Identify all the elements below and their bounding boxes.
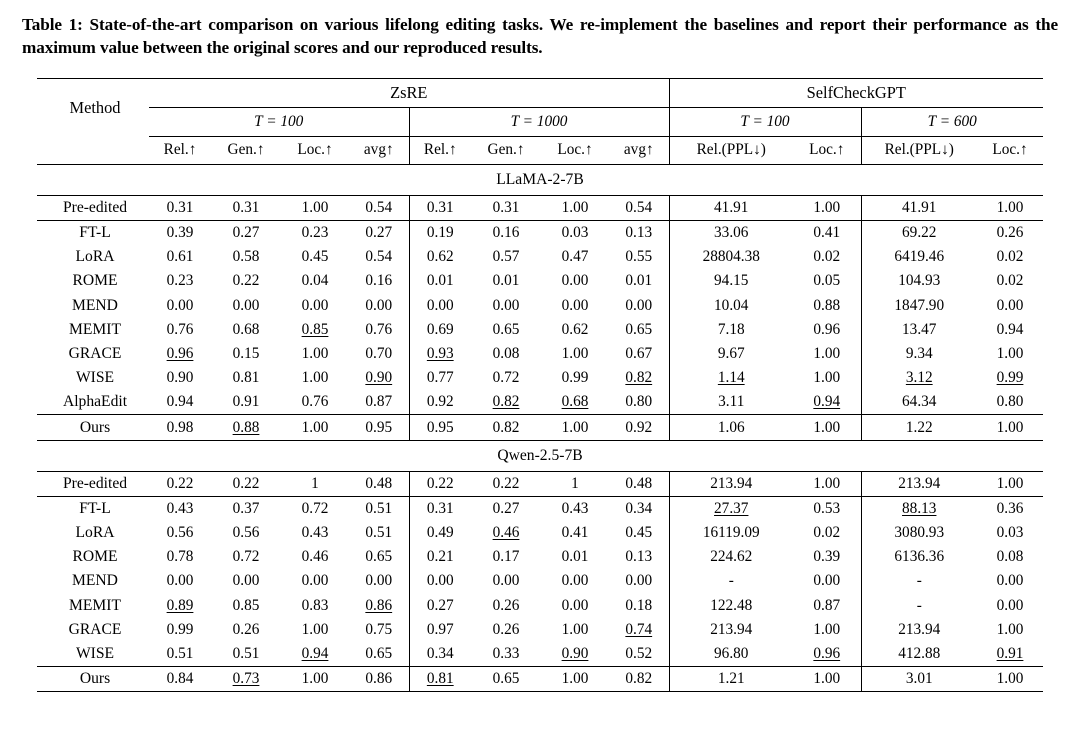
row-label-preedited-1: Pre-edited — [62, 474, 128, 492]
cell: 0.00 — [409, 569, 471, 593]
cell: 0.68 — [561, 393, 589, 411]
cell: 1.00 — [813, 670, 841, 688]
cell: 0.90 — [166, 369, 194, 387]
table-row — [37, 366, 1043, 390]
cell: 28804.38 — [669, 245, 793, 269]
cell: 41.91 — [861, 195, 977, 220]
cell: 0.48 — [625, 474, 653, 492]
cell: 0.87 — [813, 596, 841, 614]
cell: 0.23 — [301, 224, 329, 242]
cell: 0.01 — [492, 272, 520, 290]
table-row — [37, 269, 1043, 293]
cell: 3.12 — [861, 366, 977, 390]
table-row — [37, 294, 1043, 318]
cell: 0.54 — [365, 198, 393, 216]
row-label-mend-1: MEND — [72, 572, 118, 590]
col-header-method: Method — [69, 97, 121, 117]
table-row — [37, 471, 1043, 496]
cell: 0.17 — [492, 548, 520, 566]
cell: 1.00 — [813, 418, 841, 436]
cell: 0.34 — [625, 499, 653, 517]
cell: 0.31 — [409, 496, 471, 521]
metric-header-2: Loc.↑ — [297, 141, 333, 159]
group-header-zsre: ZsRE — [149, 79, 669, 108]
cell: 0.00 — [301, 572, 329, 590]
cell: 0.00 — [365, 296, 393, 314]
cell: 0.74 — [625, 620, 653, 638]
group-header-selfcheckgpt: SelfCheckGPT — [669, 79, 1043, 108]
row-label-ours-0: Ours — [79, 418, 111, 436]
metric-header-4: Rel.↑ — [409, 136, 471, 164]
cell: 6136.36 — [861, 545, 977, 569]
cell: 0.88 — [813, 296, 841, 314]
cell: 1.00 — [996, 418, 1024, 436]
cell: 0.01 — [561, 548, 589, 566]
cell: 1 — [311, 474, 319, 492]
cell: 0.95 — [409, 415, 471, 440]
cell: 0.99 — [561, 369, 589, 387]
cell: 3.11 — [669, 390, 793, 414]
row-label-memit-1: MEMIT — [69, 596, 121, 614]
cell: 1.00 — [813, 344, 841, 362]
row-label-memit-0: MEMIT — [69, 320, 121, 338]
cell: 0.00 — [232, 572, 260, 590]
cell: 0.56 — [232, 524, 260, 542]
cell: 1.00 — [301, 344, 329, 362]
metric-header-1: Gen.↑ — [227, 141, 265, 159]
cell: 0.39 — [813, 548, 841, 566]
cell: 1.00 — [996, 620, 1024, 638]
cell: 0.31 — [409, 195, 471, 220]
cell: 0.92 — [625, 418, 653, 436]
cell: 0.76 — [301, 393, 329, 411]
cell: 412.88 — [861, 642, 977, 666]
cell: 0.80 — [996, 393, 1024, 411]
cell: 0.94 — [813, 393, 841, 411]
cell: 0.31 — [166, 198, 194, 216]
cell: 0.26 — [492, 620, 520, 638]
cell: 0.13 — [625, 548, 653, 566]
cell: 0.43 — [301, 524, 329, 542]
cell: 0.00 — [625, 572, 653, 590]
cell: 1.00 — [561, 670, 589, 688]
cell: 0.22 — [232, 272, 260, 290]
cell: 0.37 — [232, 499, 260, 517]
table-row — [37, 415, 1043, 440]
cell: 0.00 — [561, 296, 589, 314]
cell: - — [669, 569, 793, 593]
cell: 0.99 — [166, 620, 194, 638]
cell: 0.48 — [365, 474, 393, 492]
cell: 0.18 — [625, 596, 653, 614]
cell: 0.43 — [561, 499, 589, 517]
cell: 0.43 — [166, 499, 194, 517]
cell: 1.14 — [669, 366, 793, 390]
cell: 0.81 — [232, 369, 260, 387]
model-name-1: Qwen-2.5-7B — [497, 446, 583, 464]
row-label-rome-1: ROME — [72, 548, 118, 566]
metric-header-8: Rel.(PPL↓) — [669, 136, 793, 164]
metric-header-5: Gen.↑ — [487, 141, 525, 159]
subgroup-scg-t100: T = 100 — [669, 107, 861, 136]
row-label-ft-l-0: FT-L — [79, 224, 111, 242]
cell: 1.00 — [561, 198, 589, 216]
cell: 0.13 — [625, 224, 653, 242]
cell: 0.96 — [813, 320, 841, 338]
cell: 0.92 — [409, 390, 471, 414]
cell: 0.86 — [365, 596, 393, 614]
metric-header-11: Loc.↑ — [992, 141, 1028, 159]
cell: 0.03 — [996, 524, 1024, 542]
cell: - — [861, 569, 977, 593]
cell: 1.21 — [669, 667, 793, 692]
cell: 0.00 — [561, 596, 589, 614]
cell: 9.34 — [861, 342, 977, 366]
cell: 0.77 — [409, 366, 471, 390]
cell: 0.99 — [996, 369, 1024, 387]
cell: 0.27 — [492, 499, 520, 517]
results-table — [37, 78, 1043, 693]
cell: 0.02 — [813, 524, 841, 542]
cell: 0.02 — [996, 272, 1024, 290]
cell: 0.51 — [232, 645, 260, 663]
cell: 0.82 — [625, 670, 653, 688]
cell: 1.00 — [996, 344, 1024, 362]
cell: 0.00 — [561, 572, 589, 590]
table-row — [37, 569, 1043, 593]
cell: 0.01 — [625, 272, 653, 290]
cell: 0.69 — [409, 318, 471, 342]
cell: 0.00 — [492, 572, 520, 590]
cell: 9.67 — [669, 342, 793, 366]
table-row — [37, 594, 1043, 618]
metric-blank — [37, 136, 149, 164]
cell: 104.93 — [861, 269, 977, 293]
cell: 0.26 — [492, 596, 520, 614]
cell: 1.00 — [813, 620, 841, 638]
table-row — [37, 390, 1043, 414]
row-label-ours-1: Ours — [79, 670, 111, 688]
subgroup-zsre-t1000: T = 1000 — [409, 107, 669, 136]
cell: 0.94 — [996, 320, 1024, 338]
cell: 0.23 — [166, 272, 194, 290]
cell: 224.62 — [669, 545, 793, 569]
cell: - — [861, 594, 977, 618]
cell: 0.00 — [625, 296, 653, 314]
cell: 0.27 — [409, 594, 471, 618]
cell: 0.72 — [492, 369, 520, 387]
cell: 0.65 — [492, 320, 520, 338]
cell: 0.36 — [996, 499, 1024, 517]
subgroup-zsre-t100: T = 100 — [149, 107, 409, 136]
cell: 1.00 — [301, 418, 329, 436]
cell: 213.94 — [669, 471, 793, 496]
table-row — [37, 220, 1043, 245]
cell: 0.00 — [813, 572, 841, 590]
cell: 0.57 — [492, 248, 520, 266]
cell: 0.80 — [625, 393, 653, 411]
row-label-rome-0: ROME — [72, 272, 118, 290]
cell: 0.52 — [625, 645, 653, 663]
cell: 1.00 — [813, 198, 841, 216]
cell: 0.41 — [561, 524, 589, 542]
table-row — [37, 496, 1043, 521]
table-row — [37, 195, 1043, 220]
cell: 0.84 — [166, 670, 194, 688]
cell: 0.08 — [492, 344, 520, 362]
cell: 1.00 — [996, 474, 1024, 492]
cell: 0.27 — [232, 224, 260, 242]
cell: 0.31 — [232, 198, 260, 216]
cell: 0.90 — [365, 369, 393, 387]
row-label-grace-1: GRACE — [68, 620, 122, 638]
cell: 0.08 — [996, 548, 1024, 566]
cell: 0.75 — [365, 620, 393, 638]
cell: 0.33 — [492, 645, 520, 663]
cell: 96.80 — [669, 642, 793, 666]
cell: 1.00 — [813, 474, 841, 492]
cell: 0.00 — [166, 572, 194, 590]
cell: 0.72 — [232, 548, 260, 566]
cell: 0.51 — [166, 645, 194, 663]
cell: 7.18 — [669, 318, 793, 342]
cell: 0.00 — [365, 572, 393, 590]
metric-header-7: avg↑ — [623, 141, 654, 159]
table-row — [37, 545, 1043, 569]
cell: 1.00 — [301, 198, 329, 216]
cell: 69.22 — [861, 220, 977, 245]
cell: 0.01 — [409, 269, 471, 293]
cell: 0.68 — [232, 320, 260, 338]
cell: 0.27 — [365, 224, 393, 242]
cell: 0.02 — [813, 248, 841, 266]
metric-header-0: Rel.↑ — [163, 141, 197, 159]
cell: 10.04 — [669, 294, 793, 318]
table-row — [37, 667, 1043, 692]
cell: 0.03 — [561, 224, 589, 242]
cell: 1.00 — [561, 418, 589, 436]
cell: 0.45 — [625, 524, 653, 542]
cell: 94.15 — [669, 269, 793, 293]
table-row — [37, 342, 1043, 366]
cell: 0.49 — [409, 521, 471, 545]
cell: 1.00 — [996, 198, 1024, 216]
cell: 0.85 — [232, 596, 260, 614]
cell: 0.56 — [166, 524, 194, 542]
cell: 0.82 — [492, 393, 520, 411]
metric-header-3: avg↑ — [363, 141, 394, 159]
cell: 0.97 — [409, 618, 471, 642]
cell: 41.91 — [669, 195, 793, 220]
cell: 64.34 — [861, 390, 977, 414]
table-caption: Table 1: State-of-the-art comparison on various lifelong editing tasks. We re-implement the baselines and report their performance as the maximum value between the original scores and our reproduced results. — [22, 15, 1058, 57]
row-label-ft-l-1: FT-L — [79, 499, 111, 517]
cell: 3080.93 — [861, 521, 977, 545]
cell: 0.82 — [492, 418, 520, 436]
cell: 0.90 — [561, 645, 589, 663]
cell: 0.70 — [365, 344, 393, 362]
cell: 0.93 — [409, 342, 471, 366]
cell: 0.91 — [232, 393, 260, 411]
cell: 122.48 — [669, 594, 793, 618]
cell: 213.94 — [669, 618, 793, 642]
cell: 0.31 — [492, 198, 520, 216]
cell: 1.00 — [996, 670, 1024, 688]
row-label-alphaedit-0: AlphaEdit — [62, 393, 128, 411]
cell: 0.62 — [409, 245, 471, 269]
table-row — [37, 318, 1043, 342]
cell: 0.00 — [232, 296, 260, 314]
cell: 0.55 — [625, 248, 653, 266]
cell: 0.00 — [561, 272, 589, 290]
cell: 0.94 — [166, 393, 194, 411]
cell: 0.91 — [996, 645, 1024, 663]
row-label-wise-1: WISE — [75, 645, 115, 663]
cell: 0.72 — [301, 499, 329, 517]
cell: 1.00 — [561, 620, 589, 638]
cell: 0.00 — [166, 296, 194, 314]
cell: 1.22 — [861, 415, 977, 440]
cell: 0.51 — [365, 499, 393, 517]
cell: 0.88 — [232, 418, 260, 436]
cell: 0.83 — [301, 596, 329, 614]
cell: 0.00 — [996, 296, 1024, 314]
cell: 0.67 — [625, 344, 653, 362]
cell: 0.26 — [996, 224, 1024, 242]
cell: 0.00 — [492, 296, 520, 314]
cell: 0.85 — [301, 320, 329, 338]
cell: 213.94 — [861, 618, 977, 642]
cell: 0.00 — [996, 596, 1024, 614]
metric-header-9: Loc.↑ — [809, 141, 845, 159]
cell: 0.22 — [232, 474, 260, 492]
cell: 0.00 — [409, 294, 471, 318]
cell: 0.22 — [492, 474, 520, 492]
row-label-preedited-0: Pre-edited — [62, 198, 128, 216]
cell: 0.78 — [166, 548, 194, 566]
cell: 6419.46 — [861, 245, 977, 269]
cell: 0.86 — [365, 670, 393, 688]
cell: 0.46 — [301, 548, 329, 566]
row-label-lora-0: LoRA — [75, 248, 115, 266]
cell: 0.34 — [409, 642, 471, 666]
cell: 0.81 — [409, 667, 471, 692]
cell: 213.94 — [861, 471, 977, 496]
row-label-lora-1: LoRA — [75, 524, 115, 542]
cell: 0.65 — [365, 645, 393, 663]
cell: 3.01 — [861, 667, 977, 692]
cell: 0.62 — [561, 320, 589, 338]
row-label-mend-0: MEND — [72, 296, 118, 314]
cell: 1.00 — [813, 369, 841, 387]
cell: 88.13 — [861, 496, 977, 521]
cell: 0.87 — [365, 393, 393, 411]
cell: 0.82 — [625, 369, 653, 387]
cell: 0.45 — [301, 248, 329, 266]
cell: 33.06 — [669, 220, 793, 245]
cell: 1847.90 — [861, 294, 977, 318]
cell: 0.00 — [996, 572, 1024, 590]
cell: 0.26 — [232, 620, 260, 638]
cell: 0.96 — [166, 344, 194, 362]
cell: 0.65 — [492, 670, 520, 688]
model-name-0: LLaMA-2-7B — [496, 170, 584, 188]
cell: 0.61 — [166, 248, 194, 266]
cell: 0.16 — [365, 272, 393, 290]
cell: 1.00 — [301, 670, 329, 688]
cell: 0.89 — [166, 596, 194, 614]
cell: 1 — [571, 474, 579, 492]
cell: 0.73 — [232, 670, 260, 688]
cell: 0.04 — [301, 272, 329, 290]
cell: 0.16 — [492, 224, 520, 242]
cell: 1.00 — [561, 344, 589, 362]
cell: 0.65 — [365, 548, 393, 566]
cell: 0.54 — [625, 198, 653, 216]
cell: 0.95 — [365, 418, 393, 436]
cell: 0.46 — [492, 524, 520, 542]
cell: 1.00 — [301, 369, 329, 387]
cell: 0.76 — [166, 320, 194, 338]
cell: 0.21 — [409, 545, 471, 569]
table-row — [37, 245, 1043, 269]
cell: 0.02 — [996, 248, 1024, 266]
cell: 0.15 — [232, 344, 260, 362]
cell: 0.22 — [166, 474, 194, 492]
cell: 0.98 — [166, 418, 194, 436]
cell: 0.39 — [166, 224, 194, 242]
cell: 0.51 — [365, 524, 393, 542]
cell: 0.65 — [625, 320, 653, 338]
cell: 0.76 — [365, 320, 393, 338]
metric-header-10: Rel.(PPL↓) — [861, 136, 977, 164]
cell: 27.37 — [669, 496, 793, 521]
metric-header-6: Loc.↑ — [557, 141, 593, 159]
cell: 0.94 — [301, 645, 329, 663]
cell: 0.58 — [232, 248, 260, 266]
cell: 1.00 — [301, 620, 329, 638]
cell: 0.05 — [813, 272, 841, 290]
row-label-grace-0: GRACE — [68, 344, 122, 362]
cell: 0.53 — [813, 499, 841, 517]
cell: 0.96 — [813, 645, 841, 663]
cell: 0.47 — [561, 248, 589, 266]
cell: 0.54 — [365, 248, 393, 266]
cell: 16119.09 — [669, 521, 793, 545]
cell: 0.00 — [301, 296, 329, 314]
table-row — [37, 521, 1043, 545]
subgroup-scg-t600: T = 600 — [861, 107, 1043, 136]
cell: 13.47 — [861, 318, 977, 342]
cell: 0.22 — [409, 471, 471, 496]
cell: 0.19 — [409, 220, 471, 245]
table-row — [37, 642, 1043, 666]
row-label-wise-0: WISE — [75, 369, 115, 387]
cell: 0.41 — [813, 224, 841, 242]
cell: 1.06 — [669, 415, 793, 440]
table-row — [37, 618, 1043, 642]
